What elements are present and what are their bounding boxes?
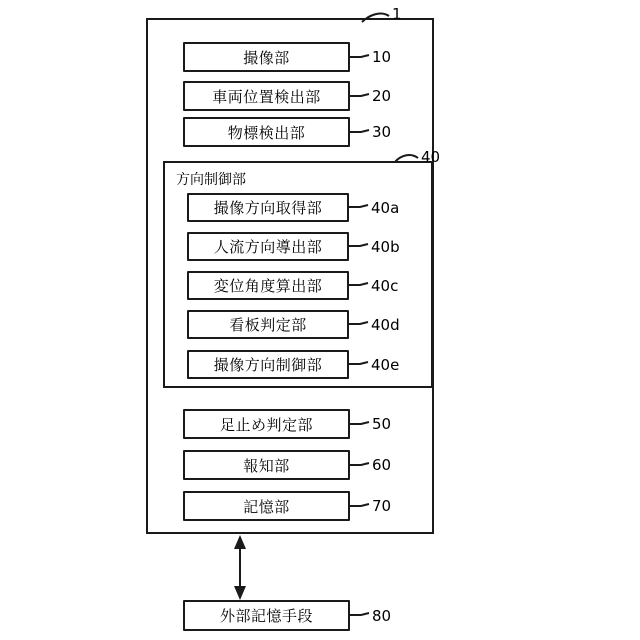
block-label: 報知部 — [243, 456, 290, 475]
block-external-storage[interactable] — [183, 600, 350, 631]
ref-40b: 40b — [371, 238, 400, 256]
block-label: 車両位置検出部 — [212, 87, 321, 106]
block-people-flow-direction-deriver[interactable] — [187, 232, 349, 261]
block-imaging-direction-acquirer[interactable] — [187, 193, 349, 222]
ref-10: 10 — [372, 48, 392, 66]
ref-70: 70 — [372, 497, 392, 515]
block-imaging-unit[interactable] — [183, 42, 350, 72]
ref-80: 80 — [372, 607, 392, 625]
ref-40: 40 — [421, 148, 441, 166]
ref-40a: 40a — [371, 199, 400, 217]
ref-30: 30 — [372, 123, 392, 141]
block-signboard-determiner[interactable] — [187, 310, 349, 339]
direction-control-group-title: 方向制御部 — [176, 172, 246, 188]
block-stopping-determiner[interactable] — [183, 409, 350, 439]
block-label: 撮像部 — [243, 48, 290, 67]
block-label: 外部記憶手段 — [219, 607, 313, 625]
block-label: 足止め判定部 — [219, 415, 313, 434]
block-label: 撮像方向取得部 — [213, 199, 323, 217]
ref-50: 50 — [372, 415, 392, 433]
block-displacement-angle-calculator[interactable] — [187, 271, 349, 300]
block-vehicle-position-detector[interactable] — [183, 81, 350, 111]
block-imaging-direction-controller[interactable] — [187, 350, 349, 379]
block-target-detector[interactable] — [183, 117, 350, 147]
block-label: 変位角度算出部 — [213, 277, 323, 295]
ref-40e: 40e — [371, 356, 400, 374]
block-storage-unit[interactable] — [183, 491, 350, 521]
block-label: 記憶部 — [243, 497, 290, 516]
block-notifier[interactable] — [183, 450, 350, 480]
ref-60: 60 — [372, 456, 392, 474]
ref-40c: 40c — [371, 277, 399, 295]
ref-40d: 40d — [371, 316, 400, 334]
block-label: 人流方向導出部 — [213, 238, 323, 256]
block-label: 看板判定部 — [229, 316, 307, 334]
block-label: 物標検出部 — [227, 123, 306, 142]
ref-1: 1 — [392, 5, 402, 23]
ref-20: 20 — [372, 87, 392, 105]
block-label: 撮像方向制御部 — [213, 356, 323, 374]
